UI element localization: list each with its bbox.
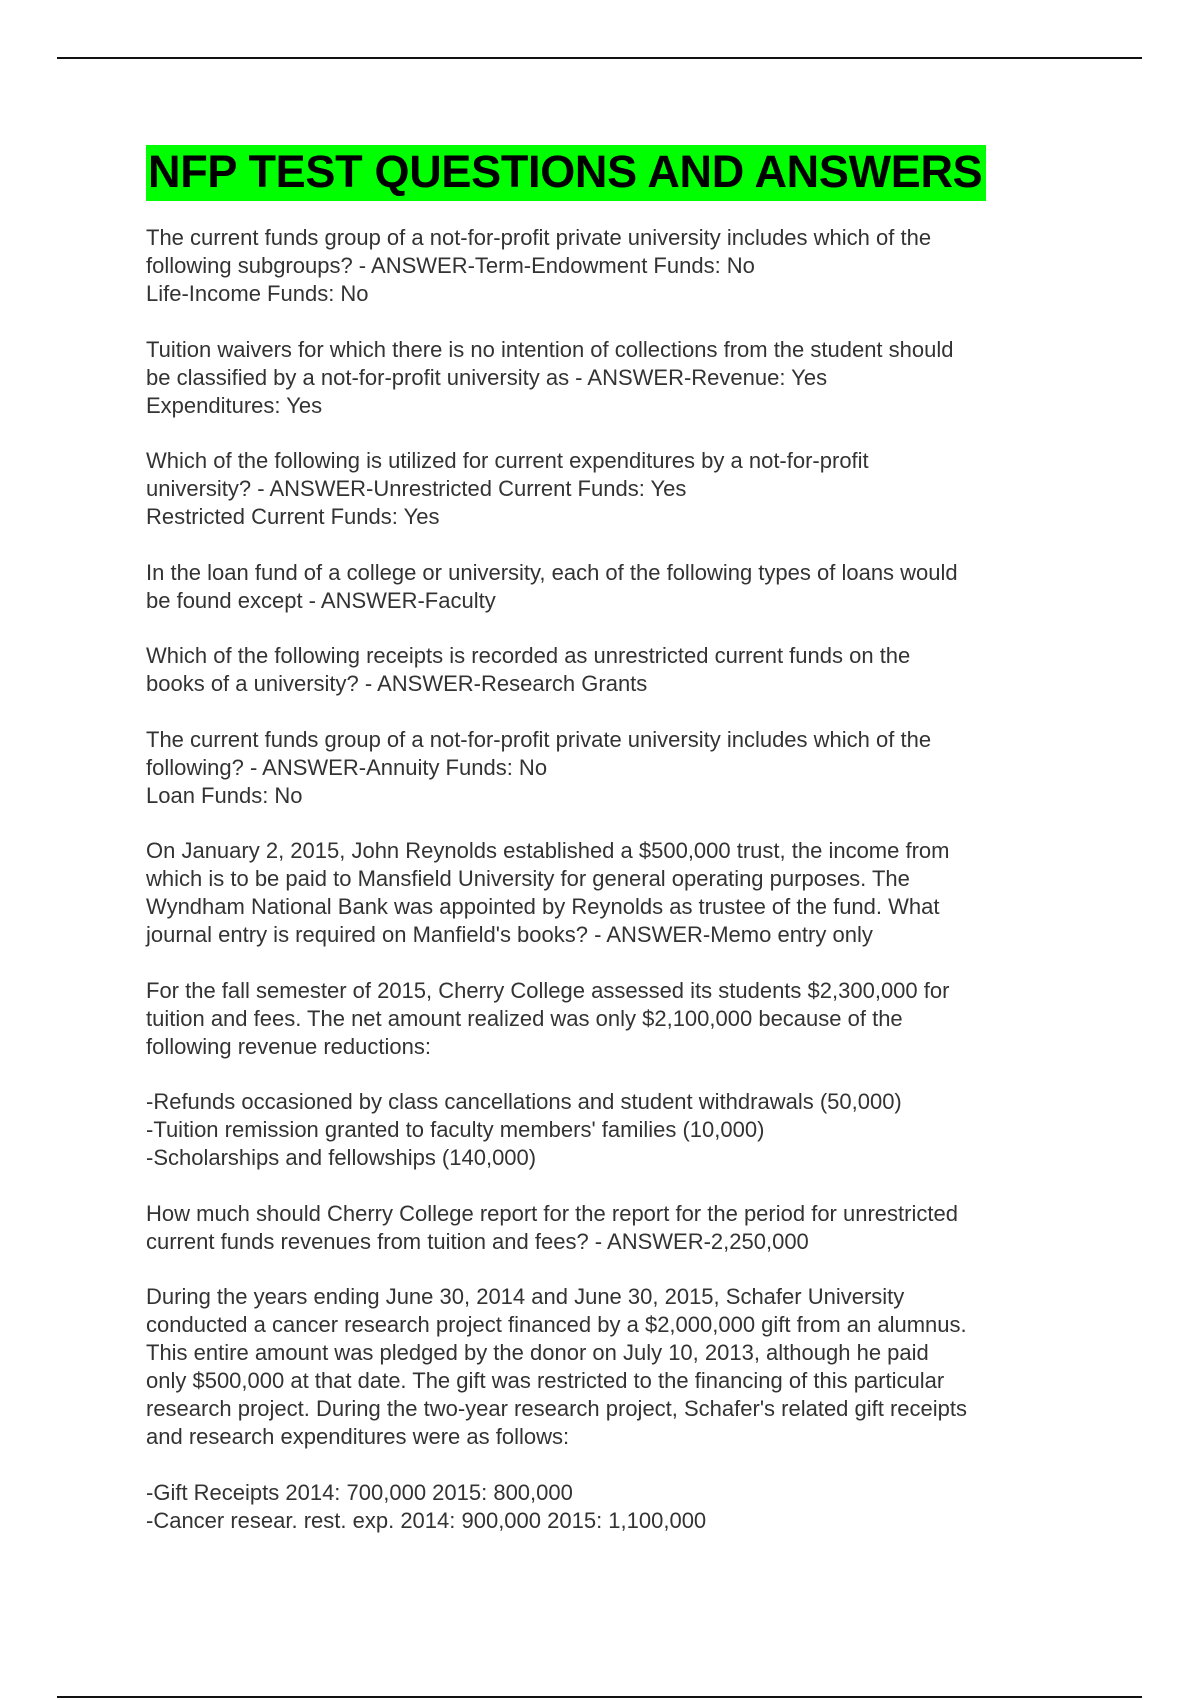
- text-line: In the loan fund of a college or university, each of the following types of loans would: [146, 559, 958, 585]
- text-line: -Gift Receipts 2014: 700,000 2015: 800,000: [146, 1479, 573, 1505]
- text-line: current funds revenues from tuition and fees? - ANSWER-2,250,000: [146, 1228, 809, 1254]
- qa-paragraph: [146, 837, 1066, 949]
- qa-paragraph: [146, 447, 1066, 531]
- qa-paragraph: [146, 224, 1066, 308]
- text-line: following subgroups? - ANSWER-Term-Endowment Funds: No: [146, 253, 755, 278]
- text-line: following? - ANSWER-Annuity Funds: No: [146, 754, 548, 780]
- qa-paragraph: [146, 1479, 1066, 1535]
- text-line: only $500,000 at that date. The gift was restricted to the financing of this particular: [146, 1368, 945, 1393]
- text-line: be classified by a not-for-profit university as - ANSWER-Revenue: Yes: [146, 364, 828, 390]
- text-line: For the fall semester of 2015, Cherry College assessed its students $2,300,000 for: [146, 977, 950, 1003]
- text-line: -Tuition remission granted to faculty members' families (10,000): [146, 1117, 765, 1142]
- text-line: conducted a cancer research project financed by a $2,000,000 gift from an alumnus.: [146, 1312, 967, 1337]
- qa-paragraph: [146, 1200, 1066, 1256]
- text-line: Wyndham National Bank was appointed by Reynolds as trustee of the fund. What: [146, 894, 940, 919]
- qa-list: [146, 224, 1066, 1535]
- text-line: Which of the following receipts is recorded as unrestricted current funds on the: [146, 643, 911, 668]
- text-line: following revenue reductions:: [146, 1033, 431, 1059]
- text-line: This entire amount was pledged by the donor on July 10, 2013, although he paid: [146, 1340, 929, 1365]
- text-line: books of a university? - ANSWER-Research Grants: [146, 671, 648, 696]
- text-line: On January 2, 2015, John Reynolds established a $500,000 trust, the income from: [146, 838, 950, 863]
- text-line: How much should Cherry College report for the report for the period for unrestricted: [146, 1200, 958, 1226]
- text-line: The current funds group of a not-for-profit private university includes which of the: [146, 225, 932, 250]
- text-line: -Scholarships and fellowships (140,000): [146, 1145, 537, 1170]
- text-line: Tuition waivers for which there is no intention of collections from the student should: [146, 336, 954, 362]
- text-line: Life-Income Funds: No: [146, 281, 369, 306]
- text-line: Restricted Current Funds: Yes: [146, 504, 440, 529]
- qa-paragraph: [146, 1088, 1066, 1172]
- text-line: Which of the following is utilized for current expenditures by a not-for-profit: [146, 448, 869, 473]
- page-title: NFP TEST QUESTIONS AND ANSWERS: [146, 145, 986, 201]
- text-line: research project. During the two-year research project, Schafer's related gift receipts: [146, 1396, 968, 1421]
- qa-paragraph: [146, 336, 1066, 420]
- text-line: tuition and fees. The net amount realized was only $2,100,000 because of the: [146, 1005, 903, 1031]
- text-line: -Refunds occasioned by class cancellations and student withdrawals (50,000): [146, 1089, 902, 1114]
- qa-paragraph: [146, 726, 1066, 810]
- text-line: which is to be paid to Mansfield University for general operating purposes. The: [146, 866, 910, 891]
- text-line: journal entry is required on Manfield's books? - ANSWER-Memo entry only: [146, 922, 873, 947]
- text-line: Loan Funds: No: [146, 782, 303, 808]
- qa-paragraph: [146, 559, 1066, 615]
- text-line: -Cancer resear. rest. exp. 2014: 900,000 2015: 1,100,000: [146, 1507, 707, 1533]
- bottom-rule: [57, 1696, 1142, 1698]
- text-line: During the years ending June 30, 2014 and June 30, 2015, Schafer University: [146, 1284, 905, 1309]
- text-line: Expenditures: Yes: [146, 392, 323, 418]
- document-body: [146, 145, 1066, 1562]
- qa-paragraph: [146, 977, 1066, 1061]
- top-rule: [57, 57, 1142, 59]
- text-line: and research expenditures were as follows:: [146, 1424, 570, 1449]
- text-line: The current funds group of a not-for-profit private university includes which of the: [146, 726, 932, 752]
- text-line: university? - ANSWER-Unrestricted Current Funds: Yes: [146, 476, 687, 501]
- text-line: be found except - ANSWER-Faculty: [146, 587, 496, 613]
- qa-paragraph: [146, 1283, 1066, 1451]
- qa-paragraph: [146, 642, 1066, 698]
